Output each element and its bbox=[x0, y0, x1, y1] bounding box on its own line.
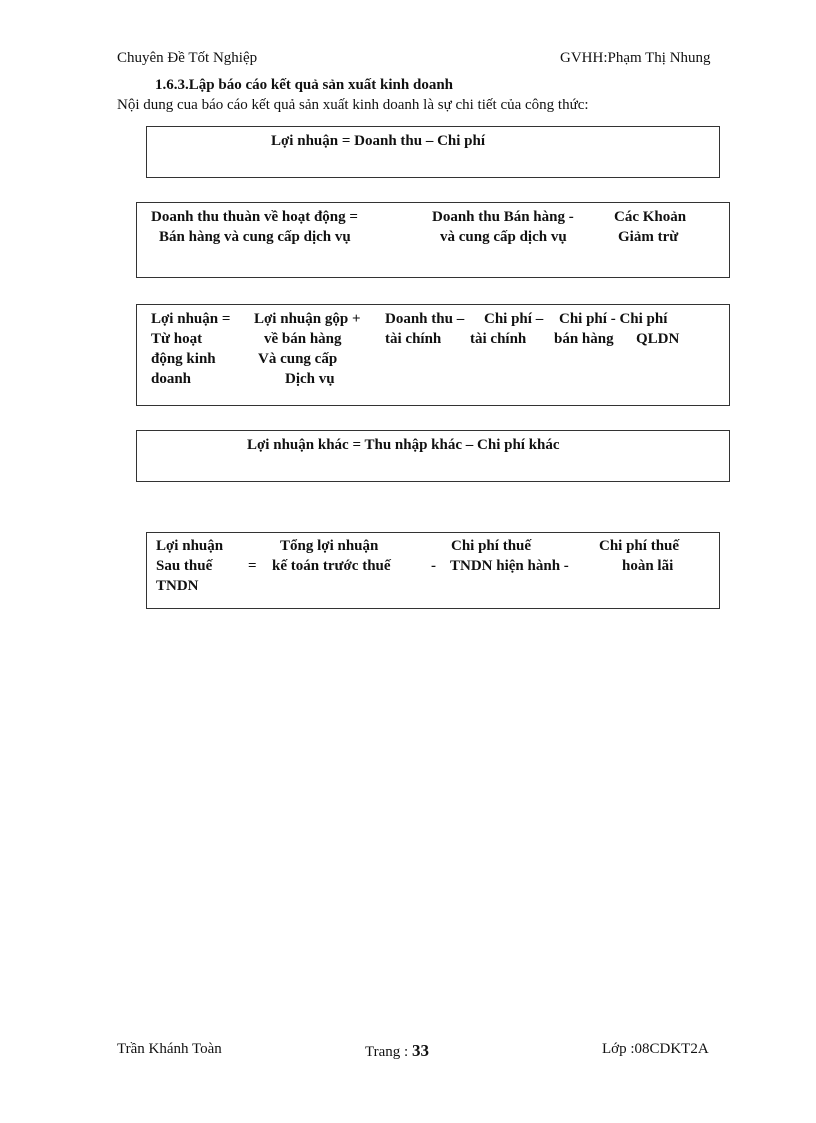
selling-cost-label-1: Chi phí - Chi phí bbox=[559, 311, 668, 327]
footer-page bbox=[365, 1041, 429, 1061]
net-revenue-label-2: Bán hàng và cung cấp dịch vụ bbox=[159, 229, 351, 245]
after-tax-label-2: Sau thuế bbox=[156, 558, 213, 574]
current-tax-label-2: TNDN hiện hành - bbox=[450, 558, 569, 574]
formula-other-profit: Lợi nhuận khác = Thu nhập khác – Chi phí khác bbox=[247, 437, 560, 453]
footer-class: Lớp :08CDKT2A bbox=[602, 1041, 709, 1057]
op-profit-label-2: Từ hoạt bbox=[151, 331, 203, 347]
minus-sign: - bbox=[431, 558, 436, 574]
footer-author: Trần Khánh Toàn bbox=[117, 1041, 222, 1057]
formula-box-net-revenue bbox=[136, 202, 730, 278]
deductions-label-1: Các Khoản bbox=[614, 209, 687, 225]
net-revenue-label-1: Doanh thu thuàn về hoạt động = bbox=[151, 209, 358, 225]
fin-cost-label-1: Chi phí – bbox=[484, 311, 544, 327]
selling-cost-label-2: bán hàng bbox=[554, 331, 614, 347]
formula-box-after-tax-profit bbox=[146, 532, 720, 609]
pretax-profit-label-1: Tổng lợi nhuận bbox=[280, 538, 379, 554]
op-profit-label-3: động kinh bbox=[151, 351, 216, 367]
fin-revenue-label-2: tài chính bbox=[385, 331, 442, 347]
footer-page-label: Trang : bbox=[365, 1044, 409, 1060]
fin-cost-label-2: tài chính bbox=[470, 331, 527, 347]
op-profit-label-1: Lợi nhuận = bbox=[151, 311, 231, 327]
formula-box-profit bbox=[146, 126, 720, 178]
op-profit-label-4: doanh bbox=[151, 371, 192, 387]
after-tax-label-1: Lợi nhuận bbox=[156, 538, 224, 554]
after-tax-label-3: TNDN bbox=[156, 578, 199, 594]
formula-profit: Lợi nhuận = Doanh thu – Chi phí bbox=[271, 133, 486, 149]
pretax-profit-label-2: kế toán trước thuế bbox=[272, 558, 391, 574]
sales-revenue-label-1: Doanh thu Bán hàng - bbox=[432, 209, 574, 225]
formula-box-operating-profit bbox=[136, 304, 730, 406]
header-right: GVHH:Phạm Thị Nhung bbox=[560, 50, 711, 66]
gross-profit-label-4: Dịch vụ bbox=[285, 371, 335, 387]
deferred-tax-label-1: Chi phí thuế bbox=[599, 538, 680, 554]
footer-page-number: 33 bbox=[411, 1041, 429, 1060]
admin-cost-label: QLDN bbox=[636, 331, 680, 347]
formula-box-other-profit bbox=[136, 430, 730, 482]
gross-profit-label-3: Và cung cấp bbox=[258, 351, 338, 367]
deferred-tax-label-2: hoàn lãi bbox=[622, 558, 674, 574]
gross-profit-label-1: Lợi nhuận gộp + bbox=[254, 311, 361, 327]
fin-revenue-label-1: Doanh thu – bbox=[385, 311, 465, 327]
equals-sign: = bbox=[248, 558, 257, 574]
sales-revenue-label-2: và cung cấp dịch vụ bbox=[440, 229, 567, 245]
section-title: 1.6.3.Lập báo cáo kết quả sản xuất kinh doanh bbox=[155, 77, 454, 93]
gross-profit-label-2: về bán hàng bbox=[264, 331, 342, 347]
deductions-label-2: Giảm trừ bbox=[618, 229, 679, 245]
current-tax-label-1: Chi phí thuế bbox=[451, 538, 532, 554]
header-left: Chuyên Đề Tốt Nghiệp bbox=[117, 50, 258, 66]
section-intro: Nội dung cua báo cáo kết quả sản xuất kinh doanh là sự chi tiết của công thức: bbox=[117, 97, 589, 113]
